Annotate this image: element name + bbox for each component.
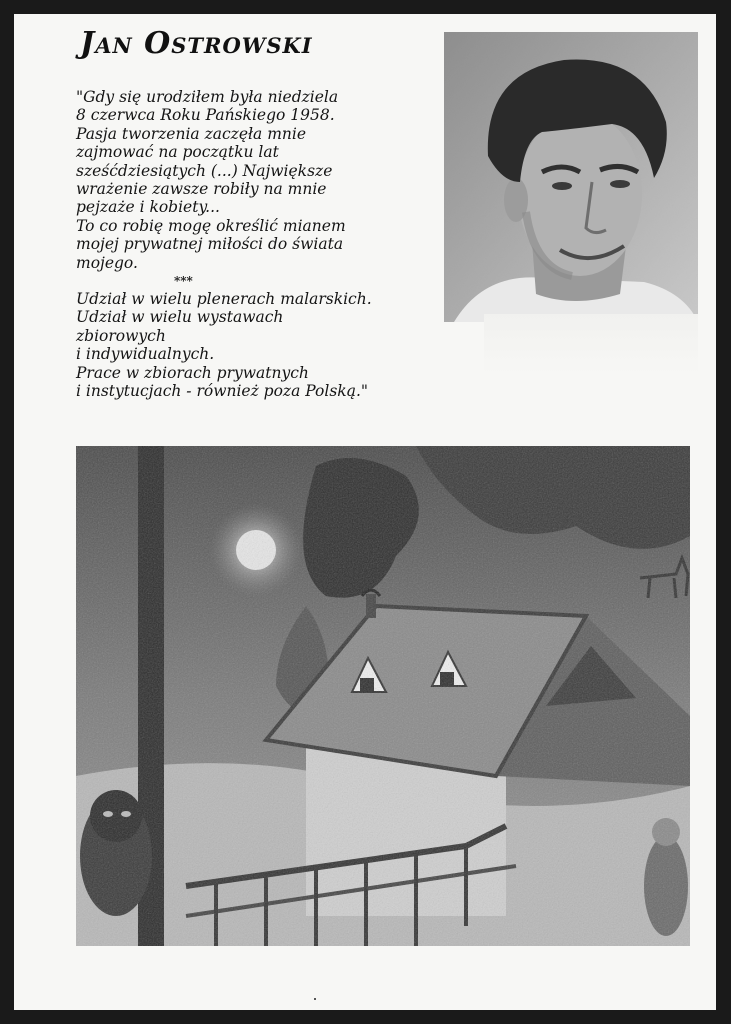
bio-line: pejzaże i kobiety... [76,198,220,217]
bio-line: Udział w wielu plenerach malarskich. [76,290,372,309]
bio-line: i instytucjach - również poza Polską." [76,382,368,401]
bio-line: Prace w zbiorach prywatnych [76,363,309,382]
bio-line: mojego. [76,253,138,272]
bio-line: mojej prywatnej miłości do świata [76,235,344,254]
bio-line: i indywidualnych. [76,345,215,364]
speck [314,998,316,1000]
bio-line: "Gdy się urodziłem była niedziela [76,88,339,106]
section-separator: *** [174,274,193,289]
bio-line: zajmować na początku lat [76,143,279,162]
bio-line: To co robię mogę określić mianem [76,216,346,235]
document-page [14,14,716,1010]
portrait-fade [484,314,698,374]
bio-line: Udział w wielu wystawach [76,308,284,327]
bio-line: wrażenie zawsze robiły na mnie [76,180,327,199]
bio-line: zbiorowych [76,326,166,345]
portrait-photo-icon [444,32,698,322]
bio-text [76,88,436,401]
page-title: Jan Ostrowski [80,26,313,61]
painting-winter-house-icon [76,446,690,946]
bio-line: 8 czerwca Roku Pańskiego 1958. [76,106,335,125]
bio-line: sześćdziesiątych (...) Największe [76,161,333,180]
bio-line: Pasja tworzenia zaczęła mnie [76,124,307,143]
